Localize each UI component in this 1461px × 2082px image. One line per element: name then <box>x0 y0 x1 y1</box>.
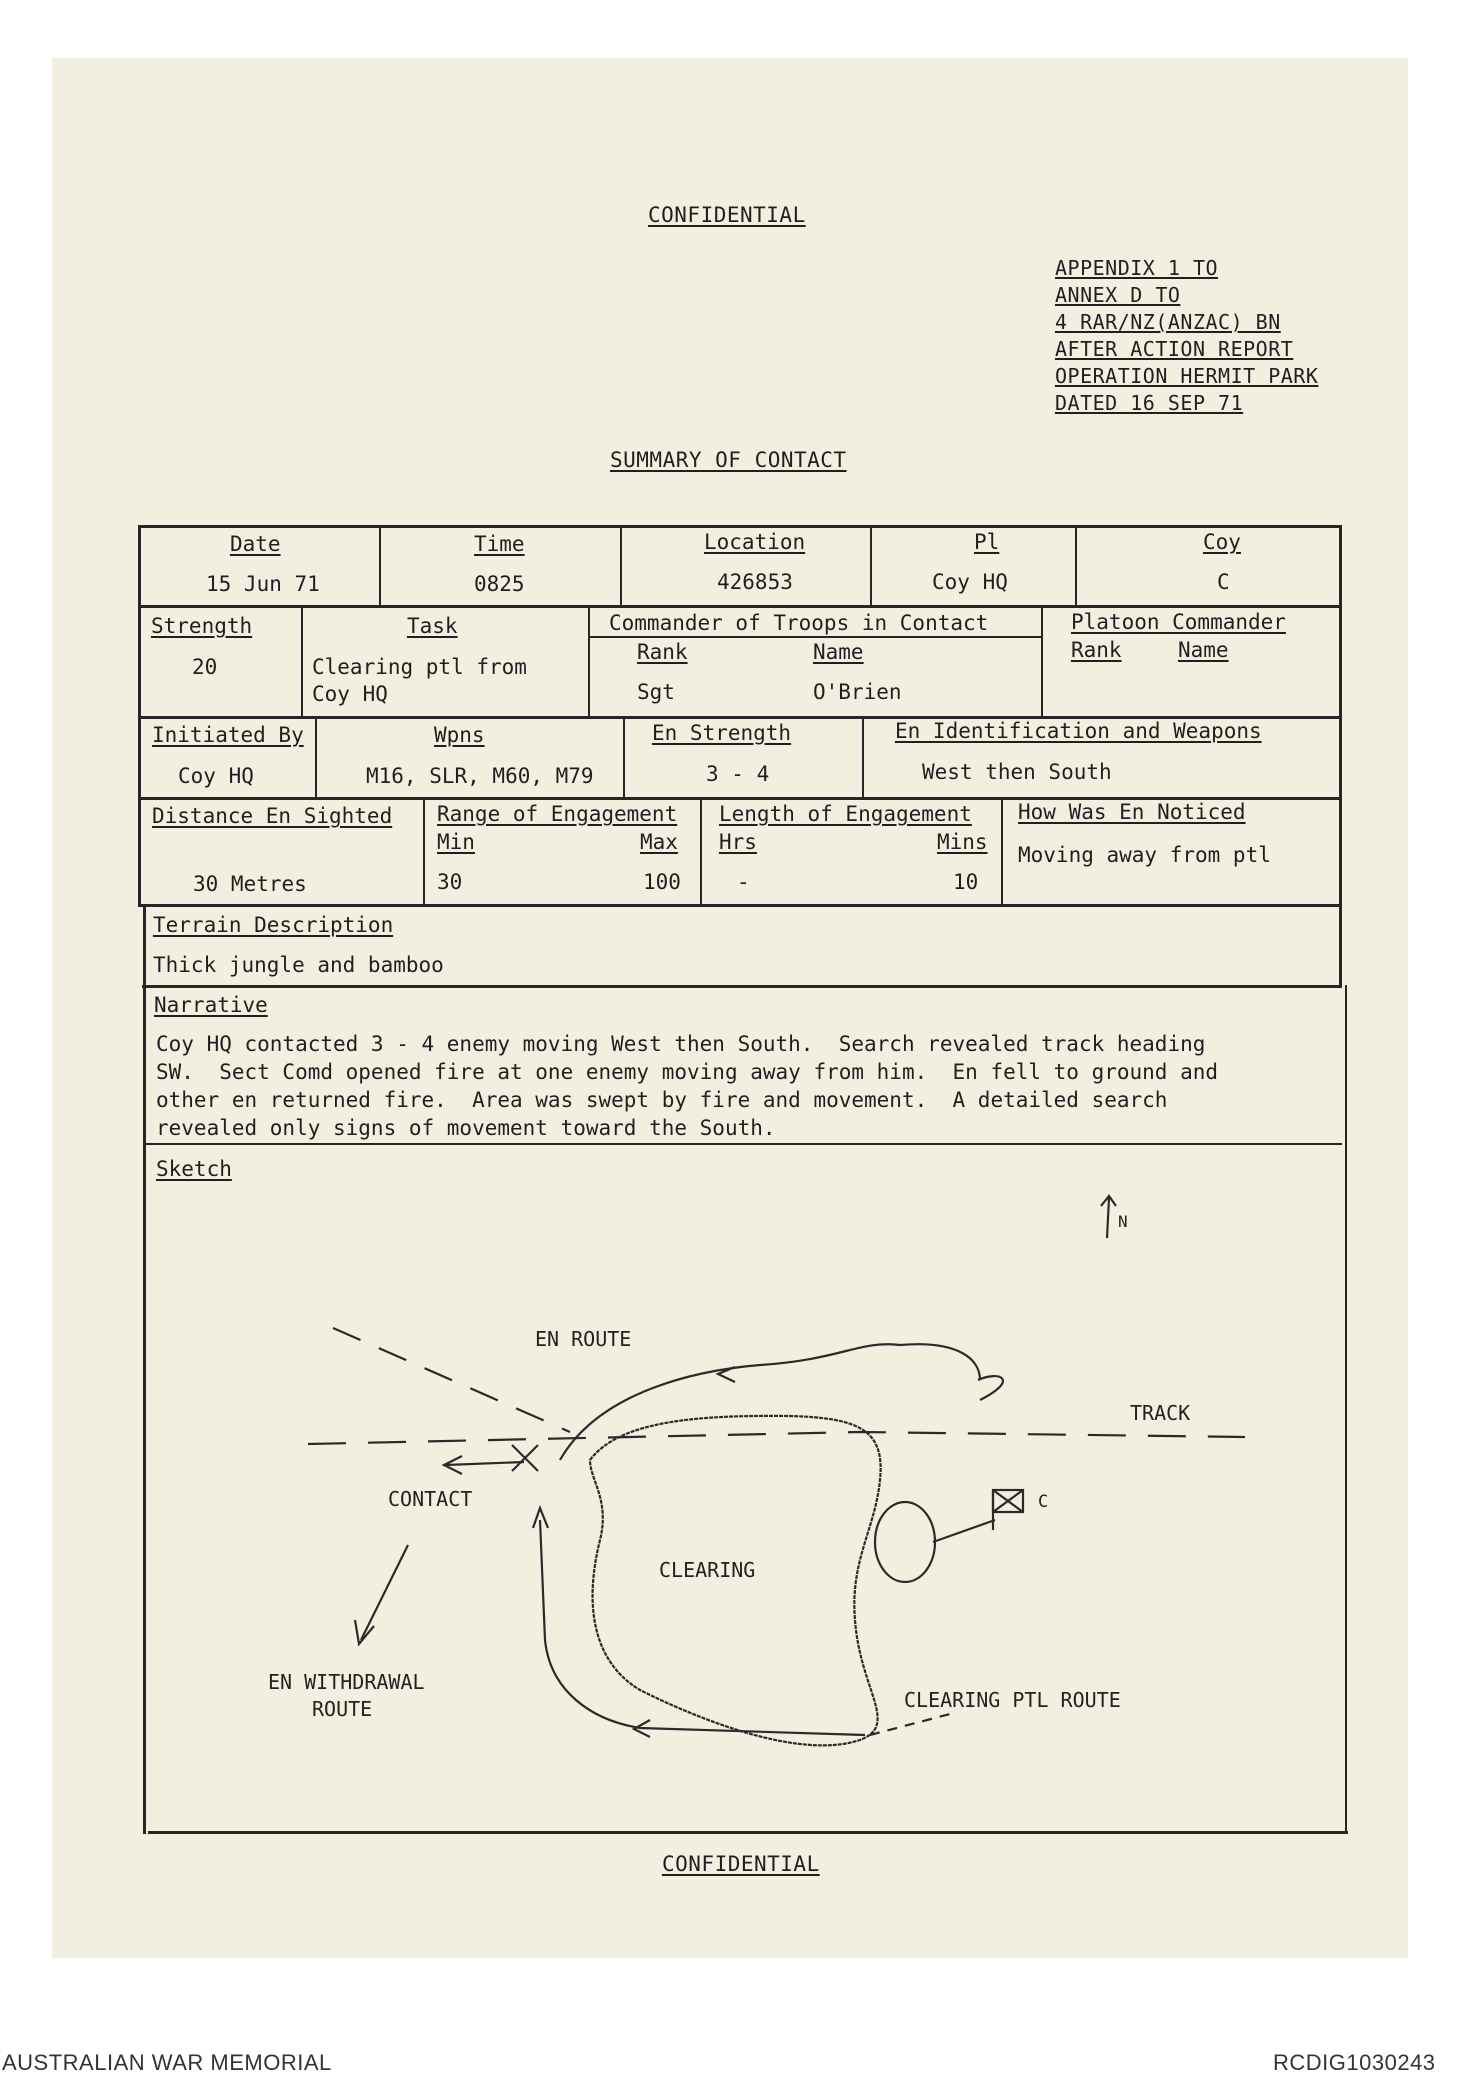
coy-label: Coy <box>1203 530 1241 554</box>
clearing-ptl-route <box>540 1520 865 1735</box>
withdrawal-label: EN WITHDRAWAL <box>268 1670 425 1694</box>
appendix-line: 4 RAR/NZ(ANZAC) BN <box>1055 310 1281 334</box>
name-label: Name <box>813 640 864 664</box>
appendix-line: ANNEX D TO <box>1055 283 1181 307</box>
task-label: Task <box>407 614 458 638</box>
narrative-line: SW. Sect Comd opened fire at one enemy moving away from him. En fell to ground and <box>156 1060 1219 1084</box>
initiated-by-value: Coy HQ <box>178 764 254 788</box>
weapons-value: M16, SLR, M60, M79 <box>366 764 594 788</box>
contact-arrow-icon <box>444 1456 524 1474</box>
track-line <box>308 1432 1245 1444</box>
hq-symbol-label: C <box>1038 1492 1049 1512</box>
length-hrs-label: Hrs <box>719 830 757 854</box>
document-title: SUMMARY OF CONTACT <box>610 448 847 472</box>
strength-value: 20 <box>192 655 218 679</box>
narrative-label: Narrative <box>154 993 268 1017</box>
time-label: Time <box>474 532 525 556</box>
date-value: 15 Jun 71 <box>206 572 320 596</box>
task-value: Coy HQ <box>312 682 388 706</box>
location-value: 426853 <box>717 570 793 594</box>
en-route-label: EN ROUTE <box>535 1327 632 1351</box>
narrative-line: revealed only signs of movement toward the South. <box>156 1116 776 1140</box>
length-label: Length of Engagement <box>719 802 972 826</box>
length-hrs-value: - <box>737 870 750 894</box>
pl-label: Pl <box>974 530 1000 554</box>
withdrawal-arrow-icon <box>355 1545 408 1644</box>
track-label: TRACK <box>1130 1401 1191 1425</box>
distance-label: Distance En Sighted <box>152 804 393 828</box>
distance-value: 30 Metres <box>193 872 307 896</box>
hq-position-oval <box>875 1502 935 1582</box>
hq-flag-icon <box>993 1490 1023 1530</box>
rank-label: Rank <box>637 640 688 664</box>
weapons-label: Wpns <box>434 723 485 747</box>
hq-pointer-line <box>933 1520 995 1542</box>
footer-id: RCDIG1030243 <box>1273 2050 1436 2075</box>
narrative-line: other en returned fire. Area was swept by fire and movement. A detailed search <box>156 1088 1168 1112</box>
range-min-value: 30 <box>437 870 463 894</box>
en-strength-value: 3 - 4 <box>706 762 770 786</box>
contact-cross-icon <box>512 1445 538 1471</box>
date-label: Date <box>230 532 281 556</box>
narrative-line: Coy HQ contacted 3 - 4 enemy moving West then South. Search revealed track heading <box>156 1032 1206 1056</box>
contact-label: CONTACT <box>388 1487 473 1511</box>
north-label: N <box>1118 1212 1128 1231</box>
how-noticed-value: Moving away from ptl <box>1018 843 1271 867</box>
range-max-label: Max <box>640 830 678 854</box>
length-mins-label: Mins <box>937 830 988 854</box>
terrain-label: Terrain Description <box>153 913 394 937</box>
appendix-line: OPERATION HERMIT PARK <box>1055 364 1319 388</box>
range-max-value: 100 <box>643 870 681 894</box>
clearing-label: CLEARING <box>659 1558 756 1582</box>
strength-label: Strength <box>151 614 253 638</box>
en-identification-value: West then South <box>922 760 1112 784</box>
length-mins-value: 10 <box>953 870 979 894</box>
platoon-commander-label: Platoon Commander <box>1071 610 1286 634</box>
range-min-label: Min <box>437 830 475 854</box>
en-identification-label: En Identification and Weapons <box>895 719 1262 743</box>
appendix-line: APPENDIX 1 TO <box>1055 256 1219 280</box>
initiated-by-label: Initiated By <box>152 723 304 747</box>
footer-source: AUSTRALIAN WAR MEMORIAL <box>2 2050 332 2075</box>
en-route-path <box>978 1376 1003 1400</box>
coy-value: C <box>1217 570 1230 594</box>
appendix-line: AFTER ACTION REPORT <box>1055 337 1294 361</box>
commander-label: Commander of Troops in Contact <box>609 611 989 635</box>
pl-value: Coy HQ <box>932 570 1008 594</box>
withdrawal-label: ROUTE <box>312 1697 373 1721</box>
time-value: 0825 <box>474 572 525 596</box>
sketch-label: Sketch <box>156 1157 232 1181</box>
classification-top: CONFIDENTIAL <box>648 203 806 227</box>
platoon-name-label: Name <box>1178 638 1229 662</box>
appendix-line: DATED 16 SEP 71 <box>1055 391 1244 415</box>
how-noticed-label: How Was En Noticed <box>1018 800 1246 824</box>
location-label: Location <box>704 530 806 554</box>
range-label: Range of Engagement <box>437 802 678 826</box>
rank-value: Sgt <box>637 680 675 704</box>
platoon-rank-label: Rank <box>1071 638 1122 662</box>
classification-bottom: CONFIDENTIAL <box>662 1852 820 1876</box>
en-route-path <box>900 1344 980 1380</box>
terrain-value: Thick jungle and bamboo <box>153 953 444 977</box>
north-arrow-icon <box>1101 1196 1116 1238</box>
en-strength-label: En Strength <box>652 721 792 745</box>
name-value: O'Brien <box>813 680 902 704</box>
task-value: Clearing ptl from <box>312 655 527 679</box>
clearing-ptl-route-label: CLEARING PTL ROUTE <box>904 1688 1121 1712</box>
ptl-route-dash <box>870 1714 950 1735</box>
